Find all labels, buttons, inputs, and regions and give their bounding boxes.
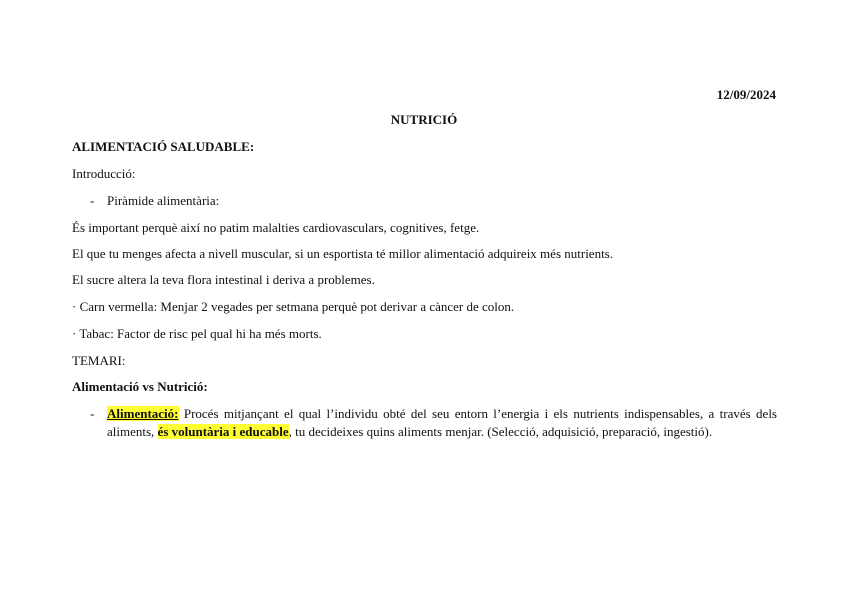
list-dash: - xyxy=(90,406,95,421)
document-title: NUTRICIÓ xyxy=(390,112,458,127)
body-line: El sucre altera la teva flora intestinal i deriva a problemes. xyxy=(72,272,375,287)
temari-label: TEMARI: xyxy=(72,353,126,368)
definition-text: Procés mitjançant el qual l’individu obté del seu entorn l’energia i els nutrients indispensables, a través dels aliments, xyxy=(107,406,777,439)
list-dash: - xyxy=(90,193,95,208)
list-item-pyramid: Piràmide alimentària: xyxy=(107,193,220,208)
intro-label: Introducció: xyxy=(72,166,136,181)
definition-highlight: és voluntària i educable xyxy=(157,424,289,439)
body-line: · Tabac: Factor de risc pel qual hi ha més morts. xyxy=(72,326,322,341)
subheading: Alimentació vs Nutrició: xyxy=(72,379,208,394)
definition-term-text: Alimentació xyxy=(107,406,175,421)
body-line: El que tu menges afecta a nivell muscular, si un esportista té millor alimentació adquireix més nutrients. xyxy=(72,246,613,261)
document-date: 12/09/2024 xyxy=(716,87,776,102)
body-line: · Carn vermella: Menjar 2 vegades per setmana perquè pot derivar a càncer de colon. xyxy=(72,299,515,314)
body-line: És important perquè així no patim malalties cardiovasculars, cognitives, fetge. xyxy=(72,220,480,235)
definition-term xyxy=(107,406,179,421)
section-heading: ALIMENTACIÓ SALUDABLE: xyxy=(72,139,255,154)
definition-text: , tu decideixes quins aliments menjar. (Selecció, adquisició, preparació, ingestió). xyxy=(288,424,713,439)
definition-term-colon: : xyxy=(174,406,179,421)
definition-paragraph xyxy=(107,405,777,441)
